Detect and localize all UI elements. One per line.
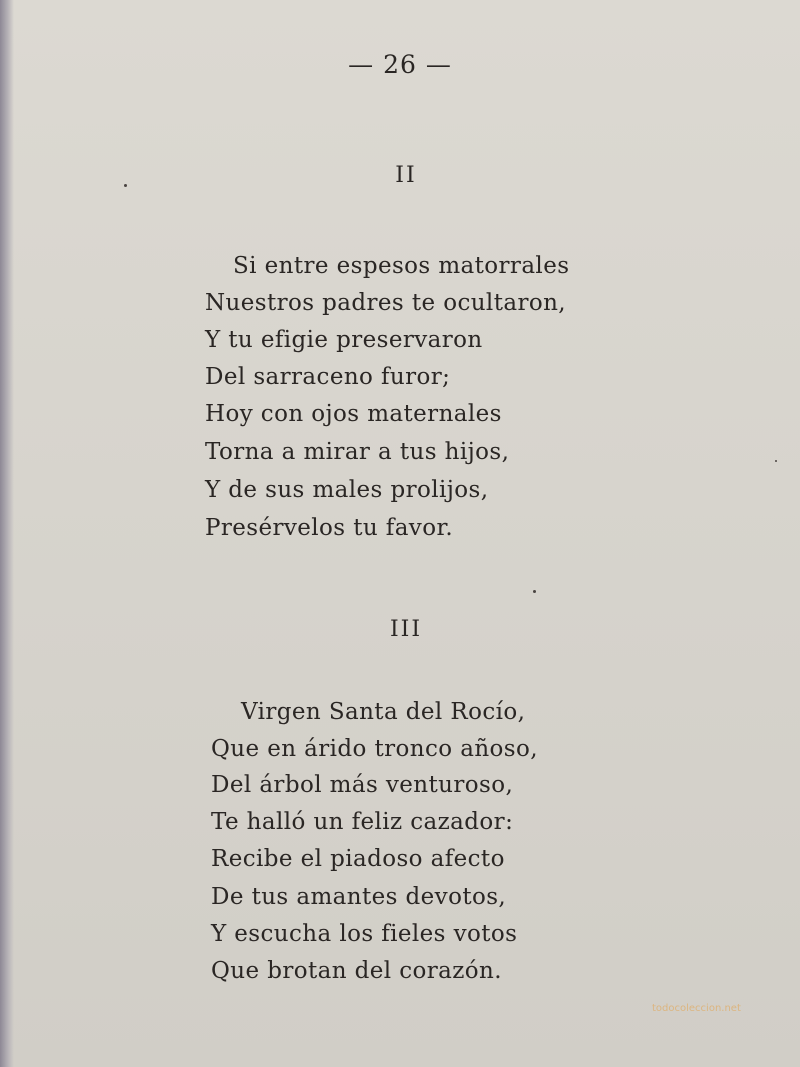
paper-speck	[533, 590, 536, 593]
poem-line: Que brotan del corazón.	[211, 958, 502, 984]
section-heading-iii: III	[389, 617, 423, 642]
poem-line: De tus amantes devotos,	[211, 884, 507, 910]
section-heading-ii: II	[395, 163, 417, 188]
poem-line: Nuestros padres te ocultaron,	[205, 290, 567, 316]
poem-line: Hoy con ojos maternales	[205, 401, 502, 427]
page-edge-shadow	[0, 0, 14, 1067]
poem-line: Recibe el piadoso afecto	[211, 846, 505, 872]
poem-line: Del sarraceno furor;	[205, 364, 451, 390]
poem-line: Que en árido tronco añoso,	[211, 736, 538, 762]
poem-line: Si entre espesos matorrales	[233, 253, 570, 279]
poem-line: Presérvelos tu favor.	[205, 515, 454, 541]
poem-line: Torna a mirar a tus hijos,	[205, 439, 510, 465]
poem-line: Y de sus males prolijos,	[205, 477, 489, 503]
poem-line: Te halló un feliz cazador:	[211, 809, 514, 835]
page-number: — 26 —	[348, 50, 452, 79]
watermark: todocoleccion.net	[652, 1003, 741, 1014]
poem-line: Del árbol más venturoso,	[211, 772, 514, 798]
paper-speck	[775, 460, 777, 462]
poem-line: Y tu efigie preservaron	[205, 327, 483, 353]
poem-line: Y escucha los fieles votos	[211, 921, 518, 947]
poem-line: Virgen Santa del Rocío,	[241, 699, 526, 725]
